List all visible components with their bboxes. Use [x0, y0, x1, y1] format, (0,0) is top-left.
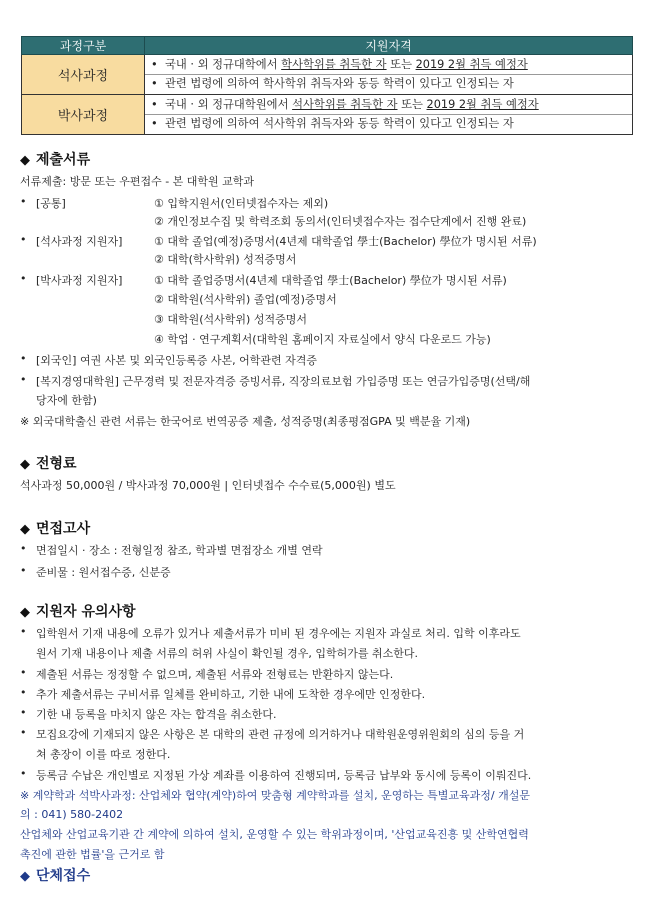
- bullet-icon: •: [20, 352, 27, 365]
- master-item-2: ② 대학(학사학위) 성적증명서: [154, 253, 297, 266]
- table-row: [22, 55, 633, 95]
- notice-item-5a: 모집요강에 기재되지 않은 사항은 본 대학의 관련 규정에 의거하거나 대학원운영위원회의 심의 등을 거: [36, 728, 525, 741]
- small-diamond-icon: •: [20, 686, 27, 699]
- notice-item-1b: 원서 기재 내용이나 제출 서류의 허위 사실이 확인될 경우, 입학허가를 취소한다.: [36, 647, 418, 660]
- notice-item-3: 추가 제출서류는 구비서류 일체를 완비하고, 기한 내에 도착한 경우에만 인정한다.: [36, 688, 426, 701]
- notice-item-5b: 쳐 총장이 이를 따로 정한다.: [36, 748, 171, 761]
- heading-text: 면접고사: [36, 521, 91, 537]
- foreign-docs: [외국인] 여권 사본 및 외국인등록증 사본, 어학관련 자격증: [36, 354, 317, 367]
- welfare-docs-line-2: 당자에 한함): [36, 394, 97, 407]
- table-row: [22, 95, 633, 135]
- bullet: •: [151, 58, 158, 71]
- heading-text: 제출서류: [36, 152, 91, 168]
- bullet-icon: •: [20, 233, 27, 246]
- bullet: •: [151, 98, 158, 111]
- text: 관련 법령에 의하여 학사학위 취득자와 동등 학력이 있다고 인정되는 자: [165, 77, 514, 90]
- section-heading-fee: [20, 453, 77, 473]
- doctor-label: [박사과정 지원자]: [36, 274, 123, 287]
- doctor-item-1: ① 대학 졸업증명서(4년제 대학졸업 學士(Bachelor) 學位가 명시된 서류): [154, 274, 507, 287]
- contract-note-1: ※ 계약학과 석박사과정: 산업체와 협약(계약)하여 맞춤형 계약학과를 설치, 운영하는 특별교육과정/ 개설문: [20, 789, 530, 802]
- small-diamond-icon: •: [20, 666, 27, 679]
- bullet-icon: •: [20, 195, 27, 208]
- master-item-1: ① 대학 졸업(예정)증명서(4년제 대학졸업 學士(Bachelor) 學位가 명시된 서류): [154, 235, 537, 248]
- row-qualification-doctor: [145, 95, 633, 135]
- diamond-icon: ◆: [20, 522, 30, 537]
- underlined-text: 석사학위를 취득한 자: [292, 98, 398, 111]
- qualification-table: [21, 36, 633, 135]
- docs-note: ※ 외국대학출신 관련 서류는 한국어로 번역공증 제출, 성적증명(최종평점GPA 및 백분율 기재): [20, 415, 471, 428]
- interview-item-1: 면접일시 · 장소 : 전형일정 참조, 학과별 면접장소 개별 연락: [36, 544, 323, 557]
- small-diamond-icon: •: [20, 767, 27, 780]
- diamond-icon: ◆: [20, 605, 30, 620]
- common-item-1: ① 입학지원서(인터넷접수자는 제외): [154, 197, 329, 210]
- doctor-item-4: ④ 학업 · 연구계획서(대학원 홈페이지 자료실에서 양식 다운로드 가능): [154, 333, 491, 346]
- docs-intro: 서류제출: 방문 또는 우편접수 - 본 대학원 교학과: [20, 175, 255, 188]
- doctor-item-3: ③ 대학원(석사학위) 성적증명서: [154, 313, 307, 326]
- text: 또는: [397, 98, 427, 111]
- section-heading-notice: [20, 601, 136, 621]
- heading-text: 단체접수: [36, 868, 91, 884]
- bullet: •: [151, 117, 158, 130]
- notice-item-1a: 입학원서 기재 내용에 오류가 있거나 제출서류가 미비 된 경우에는 지원자 과실로 처리. 입학 이후라도: [36, 627, 521, 640]
- text: 국내 · 외 정규대학에서: [165, 58, 282, 71]
- qualification-line: [145, 114, 632, 133]
- row-label-master: 석사과정: [22, 55, 145, 95]
- interview-item-2: 준비물 : 원서접수증, 신분증: [36, 566, 171, 579]
- qualification-line: [145, 56, 632, 74]
- notice-item-2: 제출된 서류는 정정할 수 없으며, 제출된 서류와 전형료는 반환하지 않는다.: [36, 668, 394, 681]
- row-qualification-master: [145, 55, 633, 95]
- contract-note-2: 의 : 041) 580-2402: [20, 808, 124, 821]
- heading-text: 전형료: [36, 456, 77, 472]
- bullet: •: [151, 77, 158, 90]
- table-header-row: [22, 37, 633, 55]
- row-label-doctor: 박사과정: [22, 95, 145, 135]
- bullet-icon: •: [20, 373, 27, 386]
- underlined-text: 2019 2월 취득 예정자: [415, 58, 528, 71]
- notice-item-4: 기한 내 등록을 마치지 않은 자는 합격을 취소한다.: [36, 708, 277, 721]
- section-heading-documents: [20, 149, 90, 169]
- section-heading-interview: [20, 518, 90, 538]
- header-course-type: 과정구분: [22, 37, 145, 55]
- small-diamond-icon: •: [20, 564, 27, 577]
- qualification-line: [145, 74, 632, 93]
- text: 관련 법령에 의하여 석사학위 취득자와 동등 학력이 있다고 인정되는 자: [165, 117, 514, 130]
- contract-note-3: 산업체와 산업교육기관 간 계약에 의하여 설치, 운영할 수 있는 학위과정이며, '산업교육진흥 및 산학연협력: [20, 828, 529, 841]
- small-diamond-icon: •: [20, 726, 27, 739]
- small-diamond-icon: •: [20, 542, 27, 555]
- diamond-icon: ◆: [20, 457, 30, 472]
- header-qualification: 지원자격: [145, 37, 633, 55]
- welfare-docs-line-1: [복지경영대학원] 근무경력 및 전문자격증 증빙서류, 직장의료보험 가입증명 또는 연금가입증명(선택/해: [36, 375, 531, 388]
- small-diamond-icon: •: [20, 706, 27, 719]
- fee-text: 석사과정 50,000원 / 박사과정 70,000원 | 인터넷접수 수수료(5,000원) 별도: [20, 479, 396, 492]
- text: 국내 · 외 정규대학원에서: [165, 98, 293, 111]
- small-diamond-icon: •: [20, 625, 27, 638]
- contract-note-4: 촉진에 관한 법률'을 근거로 함: [20, 848, 165, 861]
- common-item-2: ② 개인정보수집 및 학력조회 동의서(인터넷접수자는 접수단계에서 진행 완료): [154, 215, 527, 228]
- diamond-icon: ◆: [20, 153, 30, 168]
- diamond-icon: ◆: [20, 869, 30, 884]
- text: 또는: [386, 58, 416, 71]
- underlined-text: 2019 2월 취득 예정자: [426, 98, 539, 111]
- underlined-text: 학사학위를 취득한 자: [281, 58, 387, 71]
- section-heading-group: [20, 865, 90, 885]
- bullet-icon: •: [20, 272, 27, 285]
- common-label: [공통]: [36, 197, 66, 210]
- master-label: [석사과정 지원자]: [36, 235, 123, 248]
- heading-text: 지원자 유의사항: [36, 604, 136, 620]
- doctor-item-2: ② 대학원(석사학위) 졸업(예정)증명서: [154, 293, 337, 306]
- qualification-line: [145, 96, 632, 114]
- notice-item-6: 등록금 수납은 개인별로 지정된 가상 계좌를 이용하여 진행되며, 등록금 납부와 동시에 등록이 이뤄진다.: [36, 769, 532, 782]
